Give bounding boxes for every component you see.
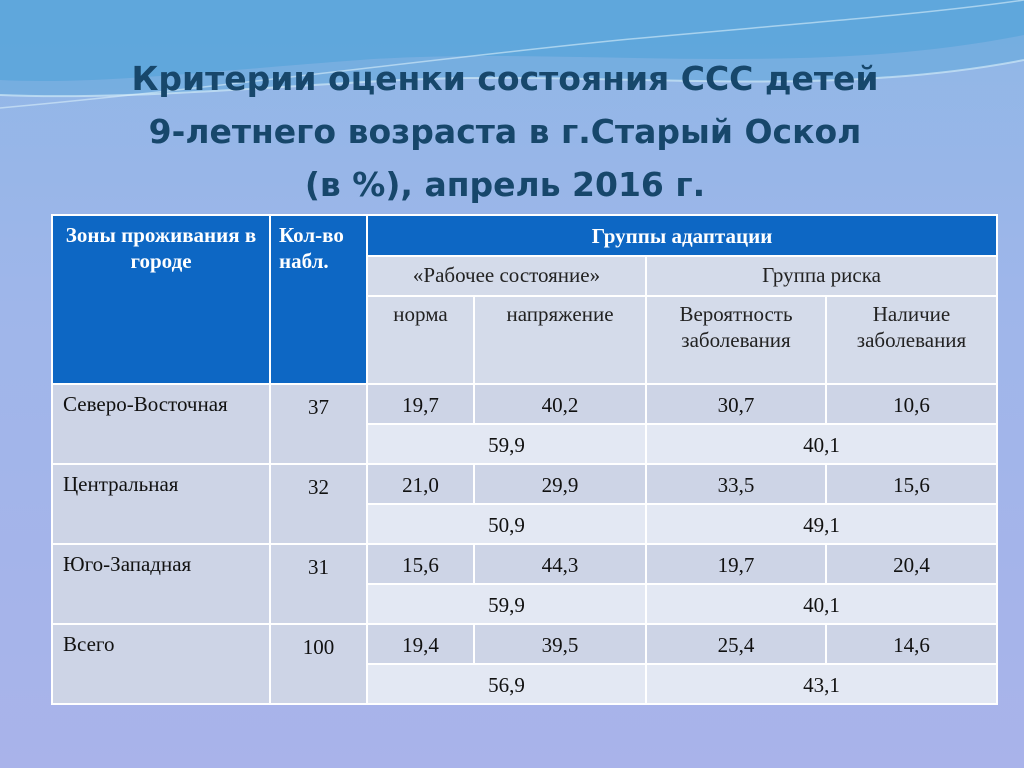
title-line-3: (в %), апрель 2016 г.: [304, 165, 706, 204]
probability-cell: 30,7: [646, 384, 826, 424]
working-total-cell: 50,9: [367, 504, 646, 544]
working-total-cell: 59,9: [367, 424, 646, 464]
zone-cell: Центральная: [52, 464, 270, 544]
probability-cell: 33,5: [646, 464, 826, 504]
table-row: [52, 384, 997, 424]
probability-cell: 25,4: [646, 624, 826, 664]
probability-cell: 19,7: [646, 544, 826, 584]
zone-cell: Юго-Западная: [52, 544, 270, 624]
data-table: [51, 214, 998, 705]
norm-cell: 21,0: [367, 464, 474, 504]
header-adaptation-groups: Группы адаптации: [367, 215, 997, 256]
norm-cell: 19,4: [367, 624, 474, 664]
header-zones: Зоны проживания в городе: [52, 215, 270, 384]
header-probability: Вероятность заболевания: [646, 296, 826, 384]
header-working-state: «Рабочее состояние»: [367, 256, 646, 296]
risk-total-cell: 49,1: [646, 504, 997, 544]
count-cell: 37: [270, 384, 367, 464]
header-norm: норма: [367, 296, 474, 384]
tension-cell: 39,5: [474, 624, 646, 664]
tension-cell: 40,2: [474, 384, 646, 424]
zone-cell: Северо-Восточная: [52, 384, 270, 464]
risk-total-cell: 43,1: [646, 664, 997, 704]
risk-total-cell: 40,1: [646, 424, 997, 464]
slide-title: [0, 52, 1010, 211]
title-line-1: Критерии оценки состояния ССС детей: [131, 59, 879, 98]
header-tension: напряжение: [474, 296, 646, 384]
header-risk-group: Группа риска: [646, 256, 997, 296]
header-count: Кол-во набл.: [270, 215, 367, 384]
working-total-cell: 59,9: [367, 584, 646, 624]
table-row: [52, 624, 997, 664]
presence-cell: 14,6: [826, 624, 997, 664]
header-presence: Наличие заболевания: [826, 296, 997, 384]
norm-cell: 19,7: [367, 384, 474, 424]
count-cell: 100: [270, 624, 367, 704]
table-row: [52, 464, 997, 504]
presence-cell: 10,6: [826, 384, 997, 424]
presence-cell: 20,4: [826, 544, 997, 584]
zone-cell: Всего: [52, 624, 270, 704]
tension-cell: 44,3: [474, 544, 646, 584]
table-row: [52, 544, 997, 584]
working-total-cell: 56,9: [367, 664, 646, 704]
norm-cell: 15,6: [367, 544, 474, 584]
header-row-1: [52, 215, 997, 256]
count-cell: 31: [270, 544, 367, 624]
presence-cell: 15,6: [826, 464, 997, 504]
risk-total-cell: 40,1: [646, 584, 997, 624]
title-line-2: 9-летнего возраста в г.Старый Оскол: [148, 112, 862, 151]
tension-cell: 29,9: [474, 464, 646, 504]
count-cell: 32: [270, 464, 367, 544]
